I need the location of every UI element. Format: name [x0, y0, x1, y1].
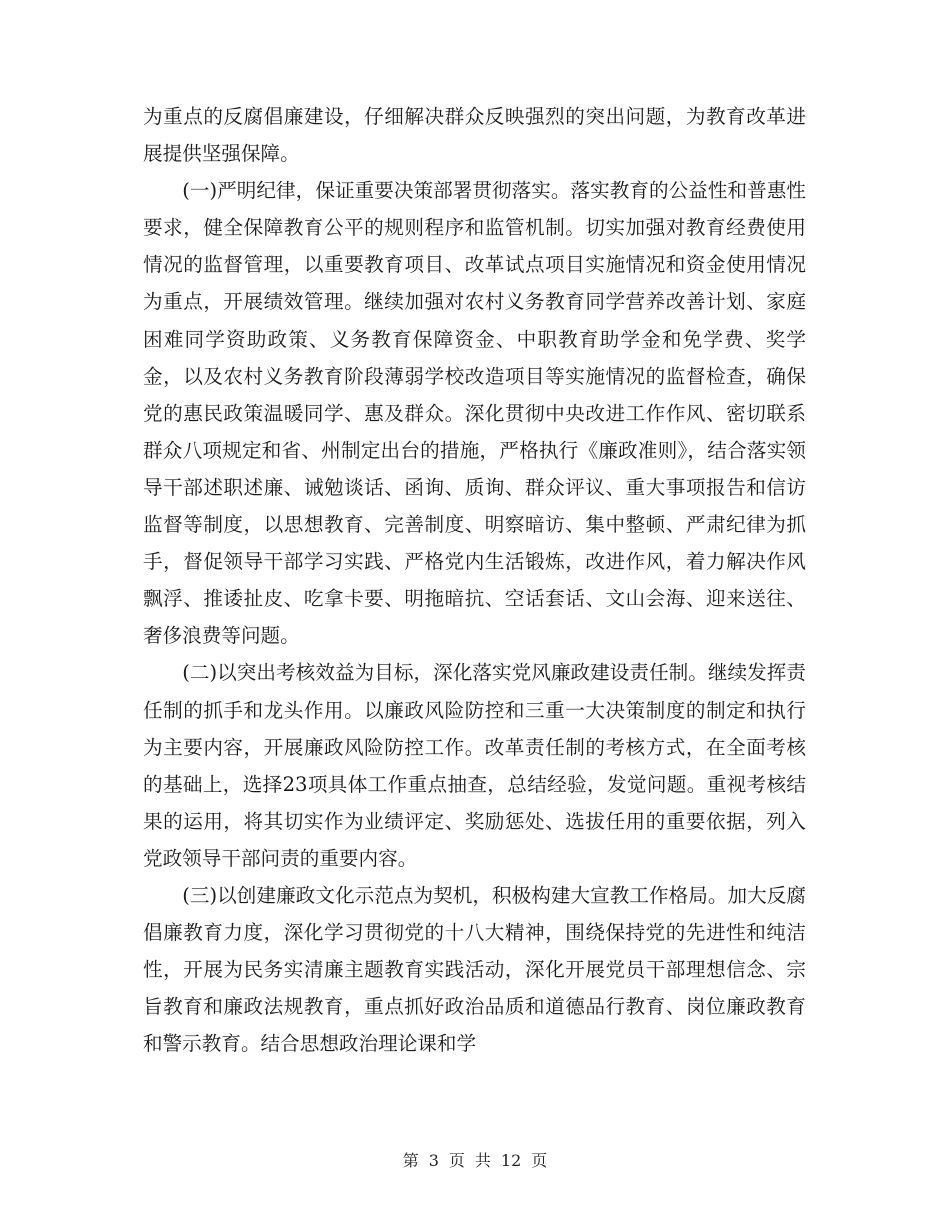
paragraph-continuation: 为重点的反腐倡廉建设，仔细解决群众反映强烈的突出问题，为教育改革进展提供坚强保障。 — [143, 105, 806, 166]
paragraph-section-3: (三)以创建廉政文化示范点为契机，积极构建大宣教工作格局。加大反腐倡廉教育力度，深化学习贯彻党的十八大精神，围绕保持党的先进性和纯洁性，开展为民务实清廉主题教育实践活动，深化开展党员干部理想信念、宗旨教育和廉政法规教育，重点抓好政治品质和道德品行教育、岗位廉政教育和警示教育。结合思想政治理论课和学 — [143, 883, 806, 1056]
footer-current-page: 3 — [428, 1151, 439, 1170]
footer-suffix: 页 — [531, 1151, 548, 1170]
footer-total-word: 共 — [474, 1151, 491, 1170]
footer-prefix: 第 — [402, 1151, 419, 1170]
paragraph-section-2: (二)以突出考核效益为目标，深化落实党风廉政建设责任制。继续发挥责任制的抓手和龙头作用。以廉政风险防控和三重一大决策制度的制定和执行为主要内容，开展廉政风险防控工作。改革责任制的考核方式，在全面考核的基础上，选择23项具体工作重点抽查，总结经验，发觉问题。重视考核结果的运用，将其切实作为业绩评定、奖励惩处、选拔任用的重要依据，列入党政领导干部问责的重要内容。 — [143, 661, 806, 870]
page-footer — [0, 1148, 950, 1171]
document-body — [143, 98, 806, 1062]
footer-page-word: 页 — [448, 1151, 465, 1170]
paragraph-section-1: (一)严明纪律，保证重要决策部署贯彻落实。落实教育的公益性和普惠性要求，健全保障教育公平的规则程序和监管机制。切实加强对教育经费使用情况的监督管理，以重要教育项目、改革试点项目实施情况和资金使用情况为重点，开展绩效管理。继续加强对农村义务教育同学营养改善计划、家庭困难同学资助政策、义务教育保障资金、中职教育助学金和免学费、奖学金，以及农村义务教育阶段薄弱学校改造项目等实施情况的监督检查，确保党的惠民政策温暖同学、惠及群众。深化贯彻中央改进工作作风、密切联系群众八项规定和省、州制定出台的措施，严格执行《廉政准则》，结合落实领导干部述职述廉、诫勉谈话、函询、质询、群众评议、重大事项报告和信访监督等制度，以思想教育、完善制度、明察暗访、集中整顿、严肃纪律为抓手，督促领导干部学习实践、严格党内生活锻炼，改进作风，着力解决作风飘浮、推诿扯皮、吃拿卡要、明拖暗抗、空话套话、文山会海、迎来送往、奢侈浪费等问题。 — [143, 179, 806, 648]
footer-total-pages: 12 — [500, 1151, 522, 1170]
